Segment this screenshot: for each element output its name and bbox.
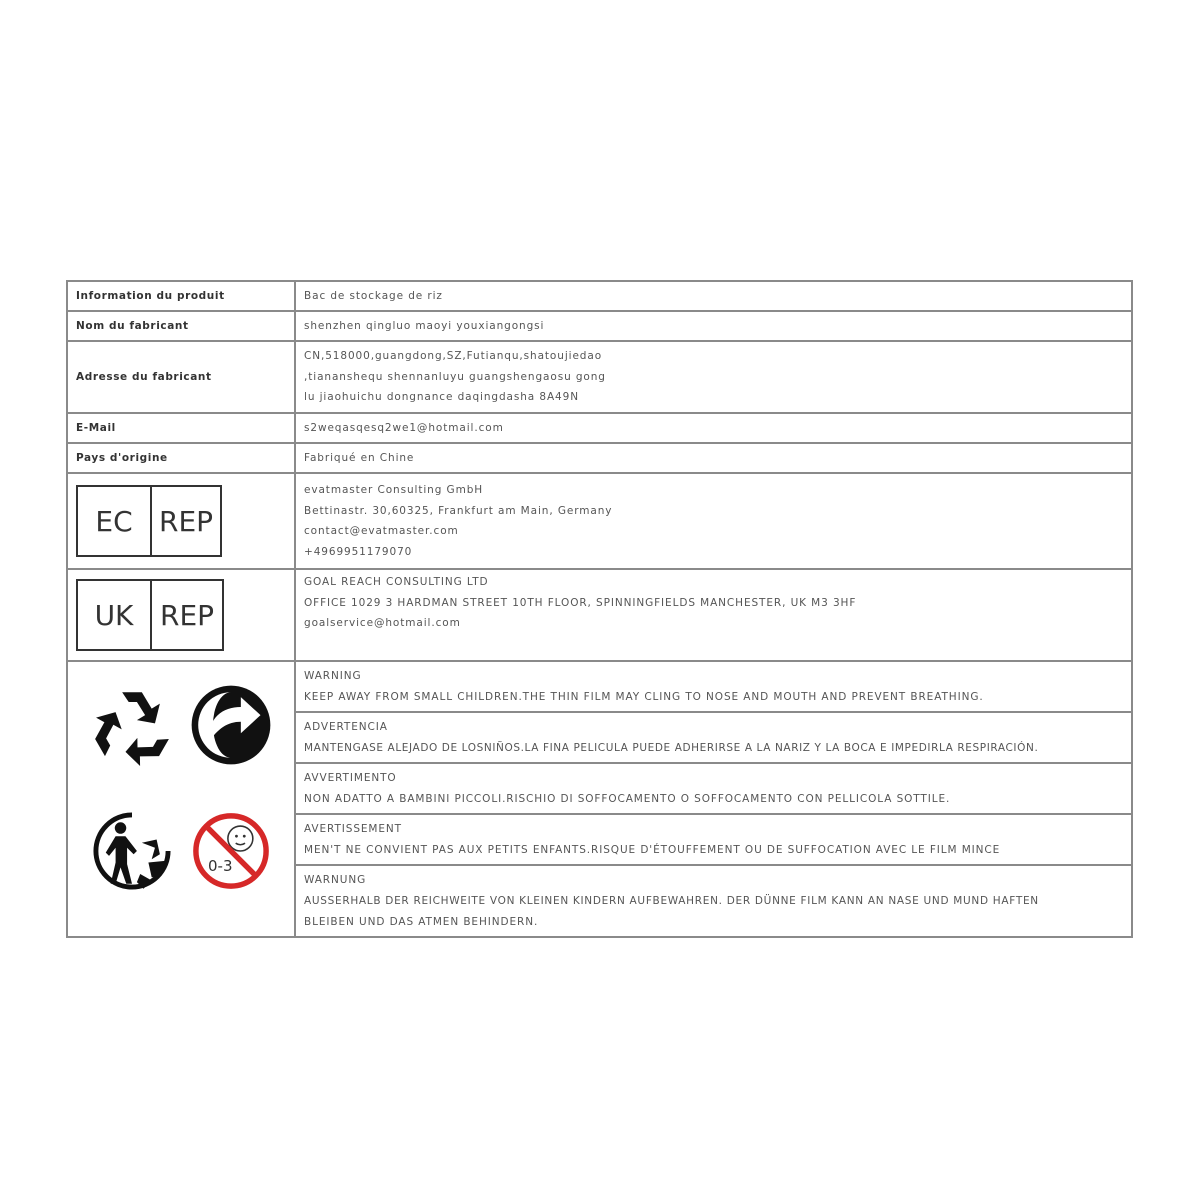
uk-rep-address: OFFICE 1029 3 HARDMAN STREET 10TH FLOOR, SPINNINGFIELDS MANCHESTER, UK M3 3HF	[304, 596, 857, 609]
uk-rep-part-rep: REP	[159, 598, 215, 632]
warning-german	[296, 866, 1131, 936]
email-label: E-Mail	[76, 422, 116, 434]
country-of-origin-label: Pays d'origine	[76, 452, 168, 464]
warning-text: KEEP AWAY FROM SMALL CHILDREN.THE THIN FILM MAY CLING TO NOSE AND MOUTH AND PREVENT BREATHING.	[304, 691, 984, 703]
row-manufacturer-name	[68, 312, 1131, 342]
warning-text: NON ADATTO A BAMBINI PICCOLI.RISCHIO DI SOFFOCAMENTO O SOFFOCAMENTO CON PELLICOLA SOTTILE.	[304, 793, 951, 805]
warnings-list	[296, 662, 1131, 936]
uk-rep-company: GOAL REACH CONSULTING LTD	[304, 576, 489, 588]
ec-rep-phone: +4969951179070	[304, 545, 413, 558]
manufacturer-name-value: shenzhen qingluo maoyi youxiangongsi	[304, 319, 545, 332]
uk-rep-email: goalservice@hotmail.com	[304, 617, 461, 629]
ec-rep-email: contact@evatmaster.com	[304, 525, 459, 537]
row-email	[68, 414, 1131, 444]
warning-title: ADVERTENCIA	[304, 721, 388, 733]
email-value: s2weqasqesq2we1@hotmail.com	[304, 421, 504, 434]
row-country-of-origin	[68, 444, 1131, 474]
warning-spanish	[296, 713, 1131, 764]
uk-rep-part-uk: UK	[78, 581, 152, 649]
product-info-label: Information du produit	[76, 290, 225, 302]
tidyman-icon	[90, 810, 174, 892]
product-label-table	[66, 280, 1133, 938]
row-manufacturer-address	[68, 342, 1131, 414]
warning-text: AUSSERHALB DER REICHWEITE VON KLEINEN KINDERN AUFBEWAHREN. DER DÜNNE FILM KANN AN NASE UND MUND HAFTEN	[304, 895, 1039, 907]
product-info-value: Bac de stockage de riz	[304, 289, 443, 302]
ec-rep-company: evatmaster Consulting GmbH	[304, 484, 484, 496]
country-of-origin-value: Fabriqué en Chine	[304, 451, 415, 464]
age-0-3-warning-icon	[192, 812, 270, 890]
ec-rep-symbol	[76, 485, 222, 557]
green-dot-icon	[190, 684, 272, 766]
symbols-cell	[68, 662, 296, 936]
ec-rep-part-rep: REP	[158, 504, 214, 538]
address-line-3: lu jiaohuichu dongnance daqingdasha 8A49N	[304, 391, 579, 404]
warning-text: MEN'T NE CONVIENT PAS AUX PETITS ENFANTS.RISQUE D'ÉTOUFFEMENT OU DE SUFFOCATION AVEC LE FILM MINCE	[304, 844, 1001, 856]
warning-french	[296, 815, 1131, 866]
address-line-2: ,tiananshequ shennanluyu guangshengaosu gong	[304, 370, 606, 383]
warning-text: MANTENGASE ALEJADO DE LOSNIÑOS.LA FINA PELICULA PUEDE ADHERIRSE A LA NARIZ Y LA BOCA E IMPEDIRLA RESPIRACIÓN.	[304, 742, 1039, 754]
recycle-icon	[90, 684, 174, 766]
row-uk-rep	[68, 570, 1131, 662]
warning-title: AVVERTIMENTO	[304, 772, 397, 784]
address-line-1: CN,518000,guangdong,SZ,Futianqu,shatoujiedao	[304, 350, 603, 363]
uk-rep-symbol	[76, 579, 224, 651]
warning-title: WARNUNG	[304, 874, 367, 886]
warning-italian	[296, 764, 1131, 815]
row-ec-rep	[68, 474, 1131, 570]
manufacturer-name-label: Nom du fabricant	[76, 320, 189, 332]
ec-rep-part-ec: EC	[78, 487, 152, 555]
warning-title: WARNING	[304, 670, 362, 682]
row-product-info	[68, 282, 1131, 312]
manufacturer-address-label: Adresse du fabricant	[76, 371, 212, 383]
warning-text-continued: BLEIBEN UND DAS ATMEN BEHINDERN.	[304, 916, 539, 928]
row-warnings	[68, 662, 1131, 936]
age-range-text: 0-3	[208, 857, 233, 875]
ec-rep-address: Bettinastr. 30,60325, Frankfurt am Main, Germany	[304, 504, 613, 517]
warning-title: AVERTISSEMENT	[304, 823, 402, 835]
warning-english	[296, 662, 1131, 713]
